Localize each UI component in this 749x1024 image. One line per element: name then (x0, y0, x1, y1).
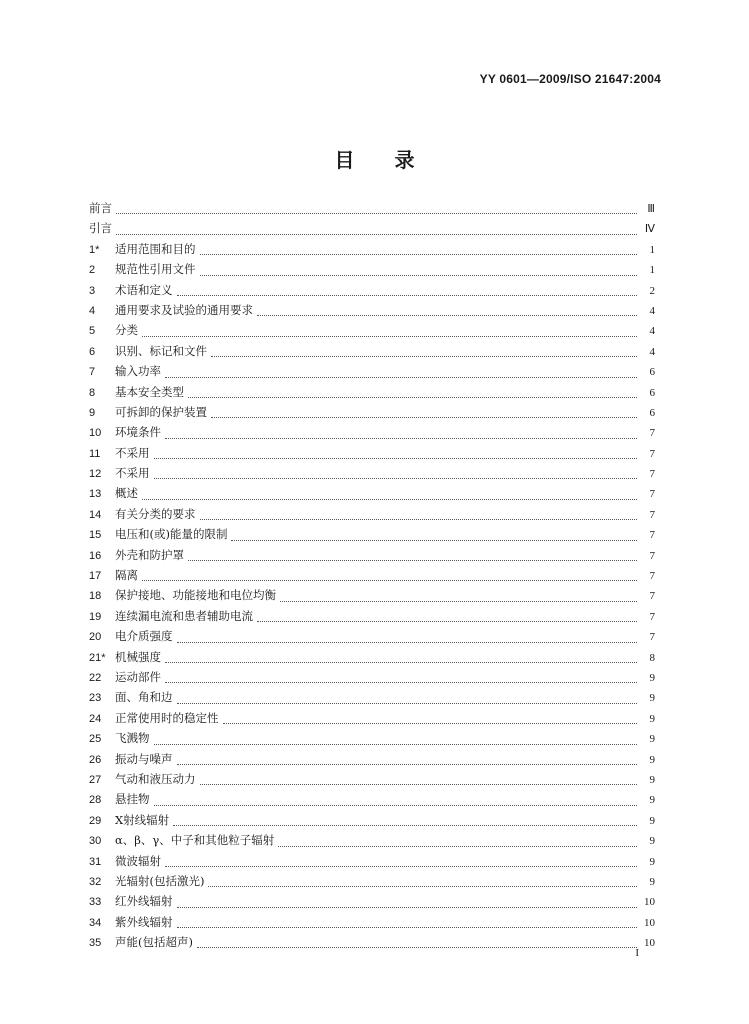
toc-entry[interactable] (89, 810, 655, 830)
toc-entry-label: 有关分类的要求 (115, 506, 196, 521)
toc-entry-number: 5 (89, 325, 96, 338)
toc-entry[interactable] (89, 647, 655, 667)
toc-entry[interactable] (89, 198, 655, 218)
toc-entry[interactable] (89, 402, 655, 422)
toc-entry-number: 11 (89, 447, 101, 460)
toc-entry-label: 保护接地、功能接地和电位均衡 (115, 588, 276, 603)
toc-leader-dots (165, 865, 637, 867)
toc-leader-dots (257, 314, 637, 316)
toc-entry[interactable] (89, 239, 655, 259)
toc-entry-page: 9 (649, 671, 655, 684)
toc-entry[interactable] (89, 932, 655, 952)
toc-leader-dots (154, 804, 638, 806)
toc-entry-label: 飞溅物 (115, 731, 150, 746)
toc-entry-page: 1 (649, 264, 655, 277)
toc-entry-label: 隔离 (115, 568, 138, 583)
toc-entry-number: 28 (89, 794, 102, 807)
toc-entry-number: 25 (89, 733, 102, 746)
toc-entry-page: 7 (649, 447, 655, 460)
toc-entry-number: 34 (89, 916, 102, 929)
toc-leader-dots (165, 661, 637, 663)
toc-entry-label: 紫外线辐射 (115, 914, 173, 929)
toc-entry-label: 运动部件 (115, 669, 161, 684)
toc-entry-number: 13 (89, 488, 102, 501)
toc-entry-number: 22 (89, 671, 102, 684)
toc-entry-number: 1* (89, 243, 100, 256)
toc-entry-number: 15 (89, 529, 102, 542)
toc-entry-page: Ⅲ (647, 203, 655, 215)
toc-entry-page: 7 (649, 610, 655, 623)
toc-entry-label: 红外线辐射 (115, 894, 173, 909)
toc-entry-page: 9 (649, 733, 655, 746)
toc-entry[interactable] (89, 341, 655, 361)
toc-entry[interactable] (89, 463, 655, 483)
toc-entry-page: 9 (649, 692, 655, 705)
toc-entry[interactable] (89, 687, 655, 707)
toc-leader-dots (208, 885, 637, 887)
toc-entry-page: 9 (649, 855, 655, 868)
toc-entry-label: 适用范围和目的 (115, 241, 196, 256)
toc-entry-label: 不采用 (115, 466, 150, 481)
toc-entry-label: 面、角和边 (115, 690, 173, 705)
toc-leader-dots (223, 722, 638, 724)
toc-entry-page: 4 (649, 345, 655, 358)
toc-entry-number: 20 (89, 631, 102, 644)
toc-entry[interactable] (89, 912, 655, 932)
toc-entry-page: 6 (649, 406, 655, 419)
toc-leader-dots (177, 702, 638, 704)
toc-entry[interactable] (89, 320, 655, 340)
toc-leader-dots (211, 355, 637, 357)
toc-entry-number: 32 (89, 875, 102, 888)
toc-entry-label: 概述 (115, 486, 138, 501)
toc-leader-dots (200, 274, 638, 276)
toc-leader-dots (200, 518, 638, 520)
toc-leader-dots (177, 926, 638, 928)
toc-leader-dots (177, 294, 638, 296)
toc-entry-page: 9 (649, 773, 655, 786)
toc-leader-dots (116, 233, 637, 235)
toc-entry-page: 1 (649, 243, 655, 256)
toc-entry-label: 连续漏电流和患者辅助电流 (115, 608, 253, 623)
toc-entry[interactable] (89, 789, 655, 809)
toc-entry[interactable] (89, 565, 655, 585)
toc-entry-number: 24 (89, 712, 102, 725)
toc-leader-dots (116, 212, 637, 214)
toc-entry[interactable] (89, 218, 655, 238)
toc-entry-number: 17 (89, 570, 102, 583)
toc-leader-dots (165, 376, 637, 378)
toc-entry-page: 7 (649, 631, 655, 644)
toc-entry[interactable] (89, 871, 655, 891)
toc-leader-dots (188, 396, 637, 398)
toc-entry-label: 基本安全类型 (115, 384, 184, 399)
toc-leader-dots (197, 946, 637, 948)
toc-entry-page: 9 (649, 794, 655, 807)
toc-entry-number: 16 (89, 549, 102, 562)
toc-leader-dots (278, 845, 637, 847)
toc-entry-label: 外壳和防护罩 (115, 547, 184, 562)
toc-entry[interactable] (89, 422, 655, 442)
toc-entry-page: 10 (644, 896, 655, 909)
toc-entry-label: 分类 (115, 323, 138, 338)
toc-entry-page: 10 (644, 916, 655, 929)
toc-entry-number: 23 (89, 692, 102, 705)
toc-entry[interactable] (89, 382, 655, 402)
toc-entry-number: 31 (89, 855, 102, 868)
toc-entry[interactable] (89, 728, 655, 748)
toc-entry[interactable] (89, 259, 655, 279)
toc-entry-label: X射线辐射 (115, 812, 170, 827)
toc-entry-page: 10 (644, 937, 655, 950)
toc-entry-page: 2 (649, 284, 655, 297)
toc-entry[interactable] (89, 769, 655, 789)
toc-entry[interactable] (89, 300, 655, 320)
toc-entry-label: 电压和(或)能量的限制 (115, 527, 228, 542)
toc-leader-dots (142, 335, 637, 337)
toc-entry-number: 21* (89, 651, 106, 664)
toc-entry-label: 正常使用时的稳定性 (115, 710, 219, 725)
toc-entry[interactable] (89, 545, 655, 565)
toc-leader-dots (142, 579, 637, 581)
toc-entry[interactable] (89, 280, 655, 300)
toc-entry-label: 通用要求及试验的通用要求 (115, 302, 253, 317)
toc-entry-number: 9 (89, 406, 96, 419)
toc-entry-number: 2 (89, 264, 96, 277)
toc-entry[interactable] (89, 606, 655, 626)
title-char-1: 目 (334, 148, 355, 172)
toc-entry[interactable] (89, 443, 655, 463)
toc-entry-number: 12 (89, 468, 102, 481)
toc-leader-dots (177, 641, 638, 643)
toc-entry[interactable] (89, 667, 655, 687)
toc-entry-page: 9 (649, 814, 655, 827)
toc-entry-number: 18 (89, 590, 102, 603)
toc-entry-number: 4 (89, 304, 96, 317)
toc-leader-dots (177, 763, 638, 765)
toc-entry-page: 9 (649, 835, 655, 848)
toc-entry[interactable] (89, 708, 655, 728)
toc-entry-label: 光辐射(包括激光) (115, 873, 205, 888)
toc-entry-page: 7 (649, 570, 655, 583)
toc-entry[interactable] (89, 585, 655, 605)
toc-entry-number: 27 (89, 773, 102, 786)
toc-entry-label: 声能(包括超声) (115, 935, 193, 950)
toc-entry-page: 7 (649, 468, 655, 481)
toc-entry-page: 7 (649, 488, 655, 501)
toc-entry-page: 8 (649, 651, 655, 664)
toc-entry-label: 电介质强度 (115, 629, 173, 644)
toc-entry-label: 可拆卸的保护装置 (115, 404, 207, 419)
title-char-2: 录 (394, 148, 415, 172)
toc-leader-dots (188, 559, 637, 561)
toc-entry-label: 输入功率 (115, 364, 161, 379)
toc-entry-label: 识别、标记和文件 (115, 343, 207, 358)
toc-entry-label: 微波辐射 (115, 853, 161, 868)
toc-entry-label: 引言 (89, 221, 112, 236)
toc-entry-number: 6 (89, 345, 96, 358)
toc-entry[interactable] (89, 483, 655, 503)
toc-entry-page: 6 (649, 386, 655, 399)
toc-entry-page: 7 (649, 590, 655, 603)
toc-entry-number: 26 (89, 753, 102, 766)
toc-entry[interactable] (89, 749, 655, 769)
toc-entry-number: 35 (89, 937, 102, 950)
toc-entry-page: 6 (649, 366, 655, 379)
footer-page-number: I (635, 947, 639, 959)
toc-entry-label: 术语和定义 (115, 282, 173, 297)
standard-code: YY 0601—2009/ISO 21647:2004 (479, 72, 661, 86)
toc-entry[interactable] (89, 361, 655, 381)
toc-entry-label: 振动与噪声 (115, 751, 173, 766)
toc-entry-label: 气动和液压动力 (115, 771, 196, 786)
toc-entry-number: 8 (89, 386, 96, 399)
toc-leader-dots (154, 743, 638, 745)
toc-leader-dots (173, 824, 637, 826)
toc-leader-dots (200, 783, 638, 785)
toc-entry-label: 环境条件 (115, 425, 161, 440)
toc-entry[interactable] (89, 524, 655, 544)
toc-entry-page: 9 (649, 753, 655, 766)
toc-entry[interactable] (89, 504, 655, 524)
toc-entry-number: 30 (89, 835, 102, 848)
toc-entry-page: 7 (649, 427, 655, 440)
toc-entry-page: 7 (649, 549, 655, 562)
toc-entry-label: α、β、γ、中子和其他粒子辐射 (115, 833, 275, 848)
toc-entry-label: 机械强度 (115, 649, 161, 664)
toc-entry-label: 不采用 (115, 445, 150, 460)
toc-entry-label: 前言 (89, 201, 112, 215)
toc-entry-number: 19 (89, 610, 102, 623)
toc-entry[interactable] (89, 830, 655, 850)
toc-leader-dots (165, 681, 637, 683)
toc-entry-page: Ⅳ (644, 223, 655, 236)
toc-leader-dots (165, 437, 637, 439)
toc-entry-page: 7 (649, 529, 655, 542)
toc-entry[interactable] (89, 626, 655, 646)
page-title (0, 144, 749, 173)
toc-leader-dots (177, 906, 638, 908)
toc-entry-label: 悬挂物 (115, 792, 150, 807)
toc-leader-dots (154, 477, 638, 479)
toc-entry-number: 14 (89, 508, 102, 521)
toc-entry[interactable] (89, 851, 655, 871)
toc-entry-page: 4 (649, 325, 655, 338)
toc-leader-dots (200, 253, 638, 255)
toc-leader-dots (280, 600, 637, 602)
toc-entry-label: 规范性引用文件 (115, 262, 196, 277)
toc-entry-number: 33 (89, 896, 102, 909)
toc-leader-dots (231, 539, 637, 541)
toc-entry-number: 10 (89, 427, 102, 440)
toc-entry-page: 9 (649, 712, 655, 725)
toc-entry-page: 4 (649, 304, 655, 317)
toc-entry-page: 9 (649, 875, 655, 888)
toc-entry-number: 3 (89, 284, 96, 297)
toc-leader-dots (154, 457, 638, 459)
toc-entry-page: 7 (649, 508, 655, 521)
toc-leader-dots (257, 620, 637, 622)
toc-entry[interactable] (89, 891, 655, 911)
toc-leader-dots (211, 416, 637, 418)
table-of-contents (89, 198, 655, 952)
toc-leader-dots (142, 498, 637, 500)
toc-entry-number: 7 (89, 366, 96, 379)
toc-entry-number: 29 (89, 814, 102, 827)
